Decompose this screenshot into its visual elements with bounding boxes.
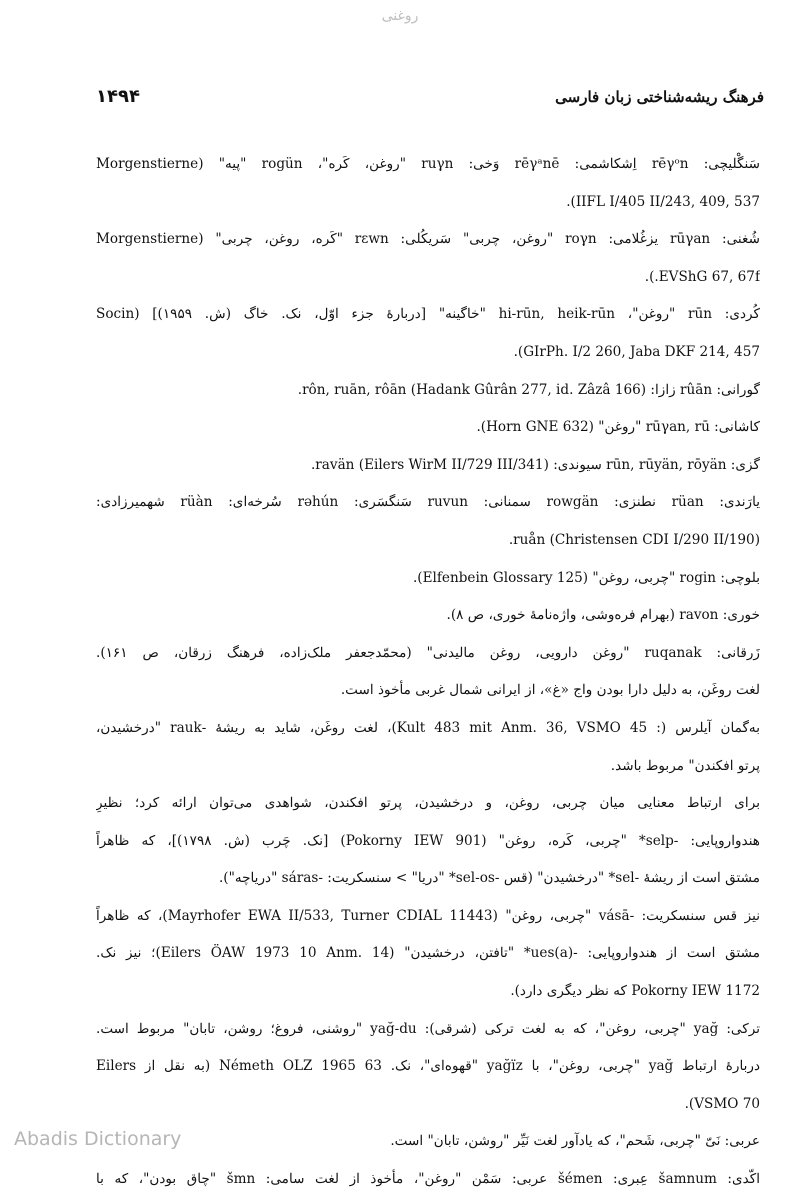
text-line: ruån (Christensen CDI I/290 II/190).: [508, 531, 760, 548]
entry-body: [96, 146, 760, 1199]
text-line: ترکی: yağ "چربی، روغن"، که به لغت ترکی (شرقی): yağ-du "روشنی، فروغ؛ روشن، تابان" مربوط است.: [96, 1020, 760, 1037]
text-line: کاشانی: rūγan, rū "روغن" (Horn GNE 632).: [476, 419, 760, 436]
text-line: گزی: rūn, rūyän, rōyän سیوندی: ravän (Eilers WirM II/729 III/341).: [310, 456, 760, 473]
text-line: اکّدی: šamnum عِبری: šémen عربی: سَمْن "روغن"، مأخوذ از لغت سامی: šmn "چاق بودن"، که با: [96, 1171, 760, 1188]
text-line: EVShG 67, 67f.).: [644, 268, 760, 285]
text-line: کُردی: rūn "روغن"، hi-rūn, heik-rūn "خاگینه" [دربارهٔ جزء اوّل، نک. خاگ (ش. ۱۹۵۹)] (Socin: [96, 306, 760, 323]
text-line: Pokorny IEW 1172 که نظر دیگری دارد).: [510, 983, 760, 1000]
text-line: بلوچی: rogin "چربی، روغن" (Elfenbein Glossary 125).: [412, 569, 760, 586]
top-word: روغنی: [381, 8, 419, 24]
site-watermark: Abadis Dictionary: [14, 1128, 182, 1150]
page-header: [96, 86, 764, 110]
text-line: دربارهٔ ارتباط yağ "چربی، روغن"، با yağïz "قهوه‌ای"، نک. Németh OLZ 1965 63 (به نقل از Eilers: [96, 1058, 760, 1075]
text-line: برای ارتباط معنایی میان چربی، روغن، و درخشیدن، پرتو افکندن، شواهدی می‌توان ارائه کرد؛ نظیرِ: [96, 795, 760, 812]
book-title: فرهنگ ریشه‌شناختی زبان فارسی: [555, 88, 764, 106]
text-line: مشتق است از هندواروپایی: -ues(a)* "تافتن، درخشیدن" (Eilers ÖAW 1973 10 Anm. 14)؛ نیز نک.: [96, 945, 760, 962]
text-line: زَرقانی: ruqanak "روغن دارویی، روغن مالیدنی" (محمّدجعفر ملک‌زاده، فرهنگ زرقان، ص ۱۶۱).: [96, 644, 760, 661]
text-line: GIrPh. I/2 260, Jaba DKF 214, 457).: [513, 343, 760, 360]
text-line: نیز قس سنسکریت: -vásā "چربی، روغن" (Mayrhofer EWA II/533, Turner CDIAL 11443)، که ظاهراً: [96, 907, 760, 924]
text-line: VSMO 70).: [684, 1095, 760, 1112]
text-line: به‌گمان آیلرس (: Kult 483 mit Anm. 36, VSMO 45)، لغت روغَن، شاید به ریشهٔ -rauk "درخشیدن،: [96, 719, 760, 736]
text-line: عربی: نَیّ "چربی، شَحم"، که یادآور لغت نَیِّر "روشن، تابان" است.: [390, 1133, 760, 1150]
text-line: IIFL I/405 II/243, 409, 537).: [566, 193, 760, 210]
text-line: پرتو افکندن" مربوط باشد.: [610, 757, 760, 774]
page-number: ۱۴۹۴: [96, 86, 140, 107]
text-line: مشتق است از ریشهٔ -sel* "درخشیدن" (قس -sel-os* "دریا" > سنسکریت: -sáras "دریاچه").: [218, 870, 760, 887]
text-line: هندواروپایی: -selp* "چربی، کَره، روغن" (Pokorny IEW 901) [نک. چَرب (ش. ۱۷۹۸)]، که ظاهراً: [96, 832, 760, 849]
text-line: سَنگْلیچی: rēγᵒn اِشکاشمی: rēγᵃnē وَخی: ruγn "روغن، کَره"، rogün "پیه" (Morgenstierne: [96, 156, 760, 172]
text-line: لغت روغَن، به دلیل دارا بودن واج «غ»، از ایرانی شمال غربی مأخوذ است.: [340, 682, 760, 699]
text-line: خوری: ravon (بهرام فره‌وشی، واژه‌نامهٔ خوری، ص ۸).: [446, 607, 760, 624]
text-line: شُغنی: rūγan یزغُلامی: roγn "روغن، چربی" سَریکُلی: rɛwn "کَره، روغن، چربی" (Morgenstierne: [96, 231, 760, 248]
text-line: گورانی: rûān زازا: rôn, ruān, rôān (Hadank Gûrân 277, id. Zâzâ 166).: [297, 381, 760, 398]
text-line: یارَندی: rüan نطنزی: rowgän سمنانی: ruvun سَنگسَری: rəhún سُرخه‌ای: rüàn شهمیرزادی:: [96, 494, 760, 511]
